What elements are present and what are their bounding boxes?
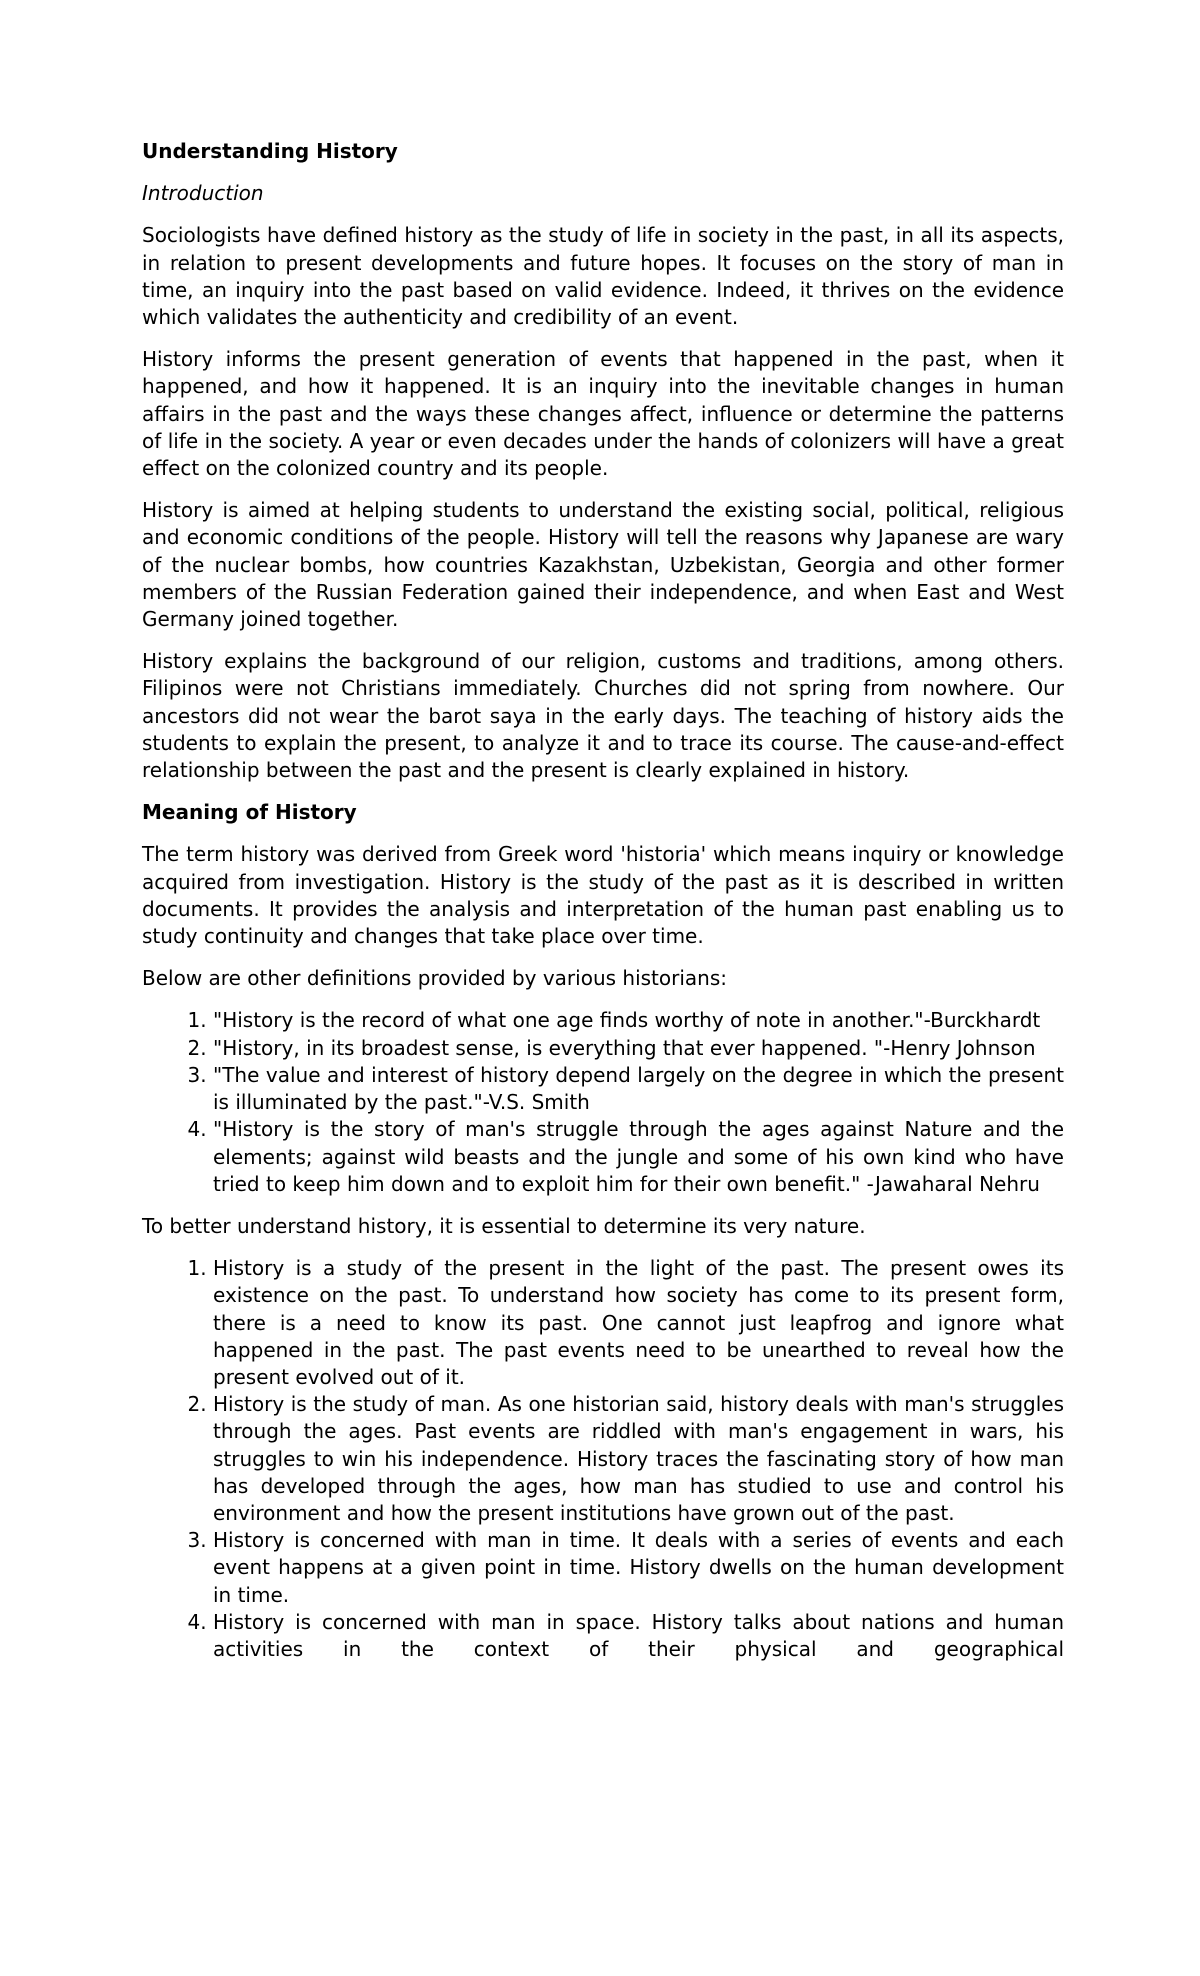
nature-intro: To better understand history, it is essential to determine its very nature.	[142, 1213, 866, 1238]
nature-list	[142, 1255, 1064, 1663]
intro-paragraph: Sociologists have defined history as the study of life in society in the past, in all its aspects, in relation to present developments and future hopes. It focuses on the story of man in time, an inquiry into the past based on valid evidence. Indeed, it thrives on the evidence which validates the authenticity and credibility of an event.	[142, 223, 1064, 330]
definition-item: 2. "History, in its broadest sense, is everything that ever happened. "-Henry Johnson	[213, 1035, 1064, 1062]
nature-item: 3. History is concerned with man in time. It deals with a series of events and each event happens at a given point in time. History dwells on the human development in time.	[213, 1527, 1064, 1609]
intro-paragraph: History is aimed at helping students to understand the existing social, political, religious and economic conditions of the people. History will tell the reasons why Japanese are wary of the nuclear bombs, how countries Kazakhstan, Uzbekistan, Georgia and other former members of the Russian Federation gained their independence, and when East and West Germany joined together.	[142, 498, 1064, 632]
nature-item: 1. History is a study of the present in the light of the past. The present owes its existence on the past. To understand how society has come to its present form, there is a need to know its past. One cannot just leapfrog and ignore what happened in the past. The past events need to be unearthed to reveal how the present evolved out of it.	[213, 1255, 1064, 1391]
definition-item: 3. "The value and interest of history depend largely on the degree in which the present is illuminated by the past."-V.S. Smith	[213, 1062, 1064, 1116]
introduction-subtitle: Introduction	[142, 181, 264, 206]
nature-item: 2. History is the study of man. As one historian said, history deals with man's struggles through the ages. Past events are riddled with man's engagement in wars, his struggles to win his independence. History traces the fascinating story of how man has developed through the ages, how man has studied to use and control his environment and how the present institutions have grown out of the past.	[213, 1391, 1064, 1527]
definitions-intro: Below are other definitions provided by various historians:	[142, 966, 727, 991]
definition-item: 4. "History is the story of man's struggle through the ages against Nature and the elements; against wild beasts and the jungle and some of his own kind who have tried to keep him down and to exploit him for their own benefit." -Jawaharal Nehru	[213, 1116, 1064, 1198]
nature-item: 4. History is concerned with man in space. History talks about nations and human activities in the context of their physical and geographical	[213, 1609, 1064, 1663]
meaning-paragraph: The term history was derived from Greek word 'historia' which means inquiry or knowledge acquired from investigation. History is the study of the past as it is described in written documents. It provides the analysis and interpretation of the human past enabling us to study continuity and changes that take place over time.	[142, 842, 1064, 949]
document-title: Understanding History	[142, 139, 398, 163]
definitions-list	[142, 1007, 1064, 1197]
document-page	[142, 138, 1064, 1678]
intro-paragraph: History explains the background of our religion, customs and traditions, among others. Filipinos were not Christians immediately. Churches did not spring from nowhere. Our ancestors did not wear the barot saya in the early days. The teaching of history aids the students to explain the present, to analyze it and to trace its course. The cause-and-effect relationship between the past and the present is clearly explained in history.	[142, 649, 1064, 783]
meaning-heading: Meaning of History	[142, 800, 357, 825]
definition-item: 1. "History is the record of what one age finds worthy of note in another."-Burckhardt	[213, 1007, 1064, 1034]
intro-paragraph: History informs the present generation of events that happened in the past, when it happened, and how it happened. It is an inquiry into the inevitable changes in human affairs in the past and the ways these changes affect, influence or determine the patterns of life in the society. A year or even decades under the hands of colonizers will have a great effect on the colonized country and its people.	[142, 347, 1064, 481]
